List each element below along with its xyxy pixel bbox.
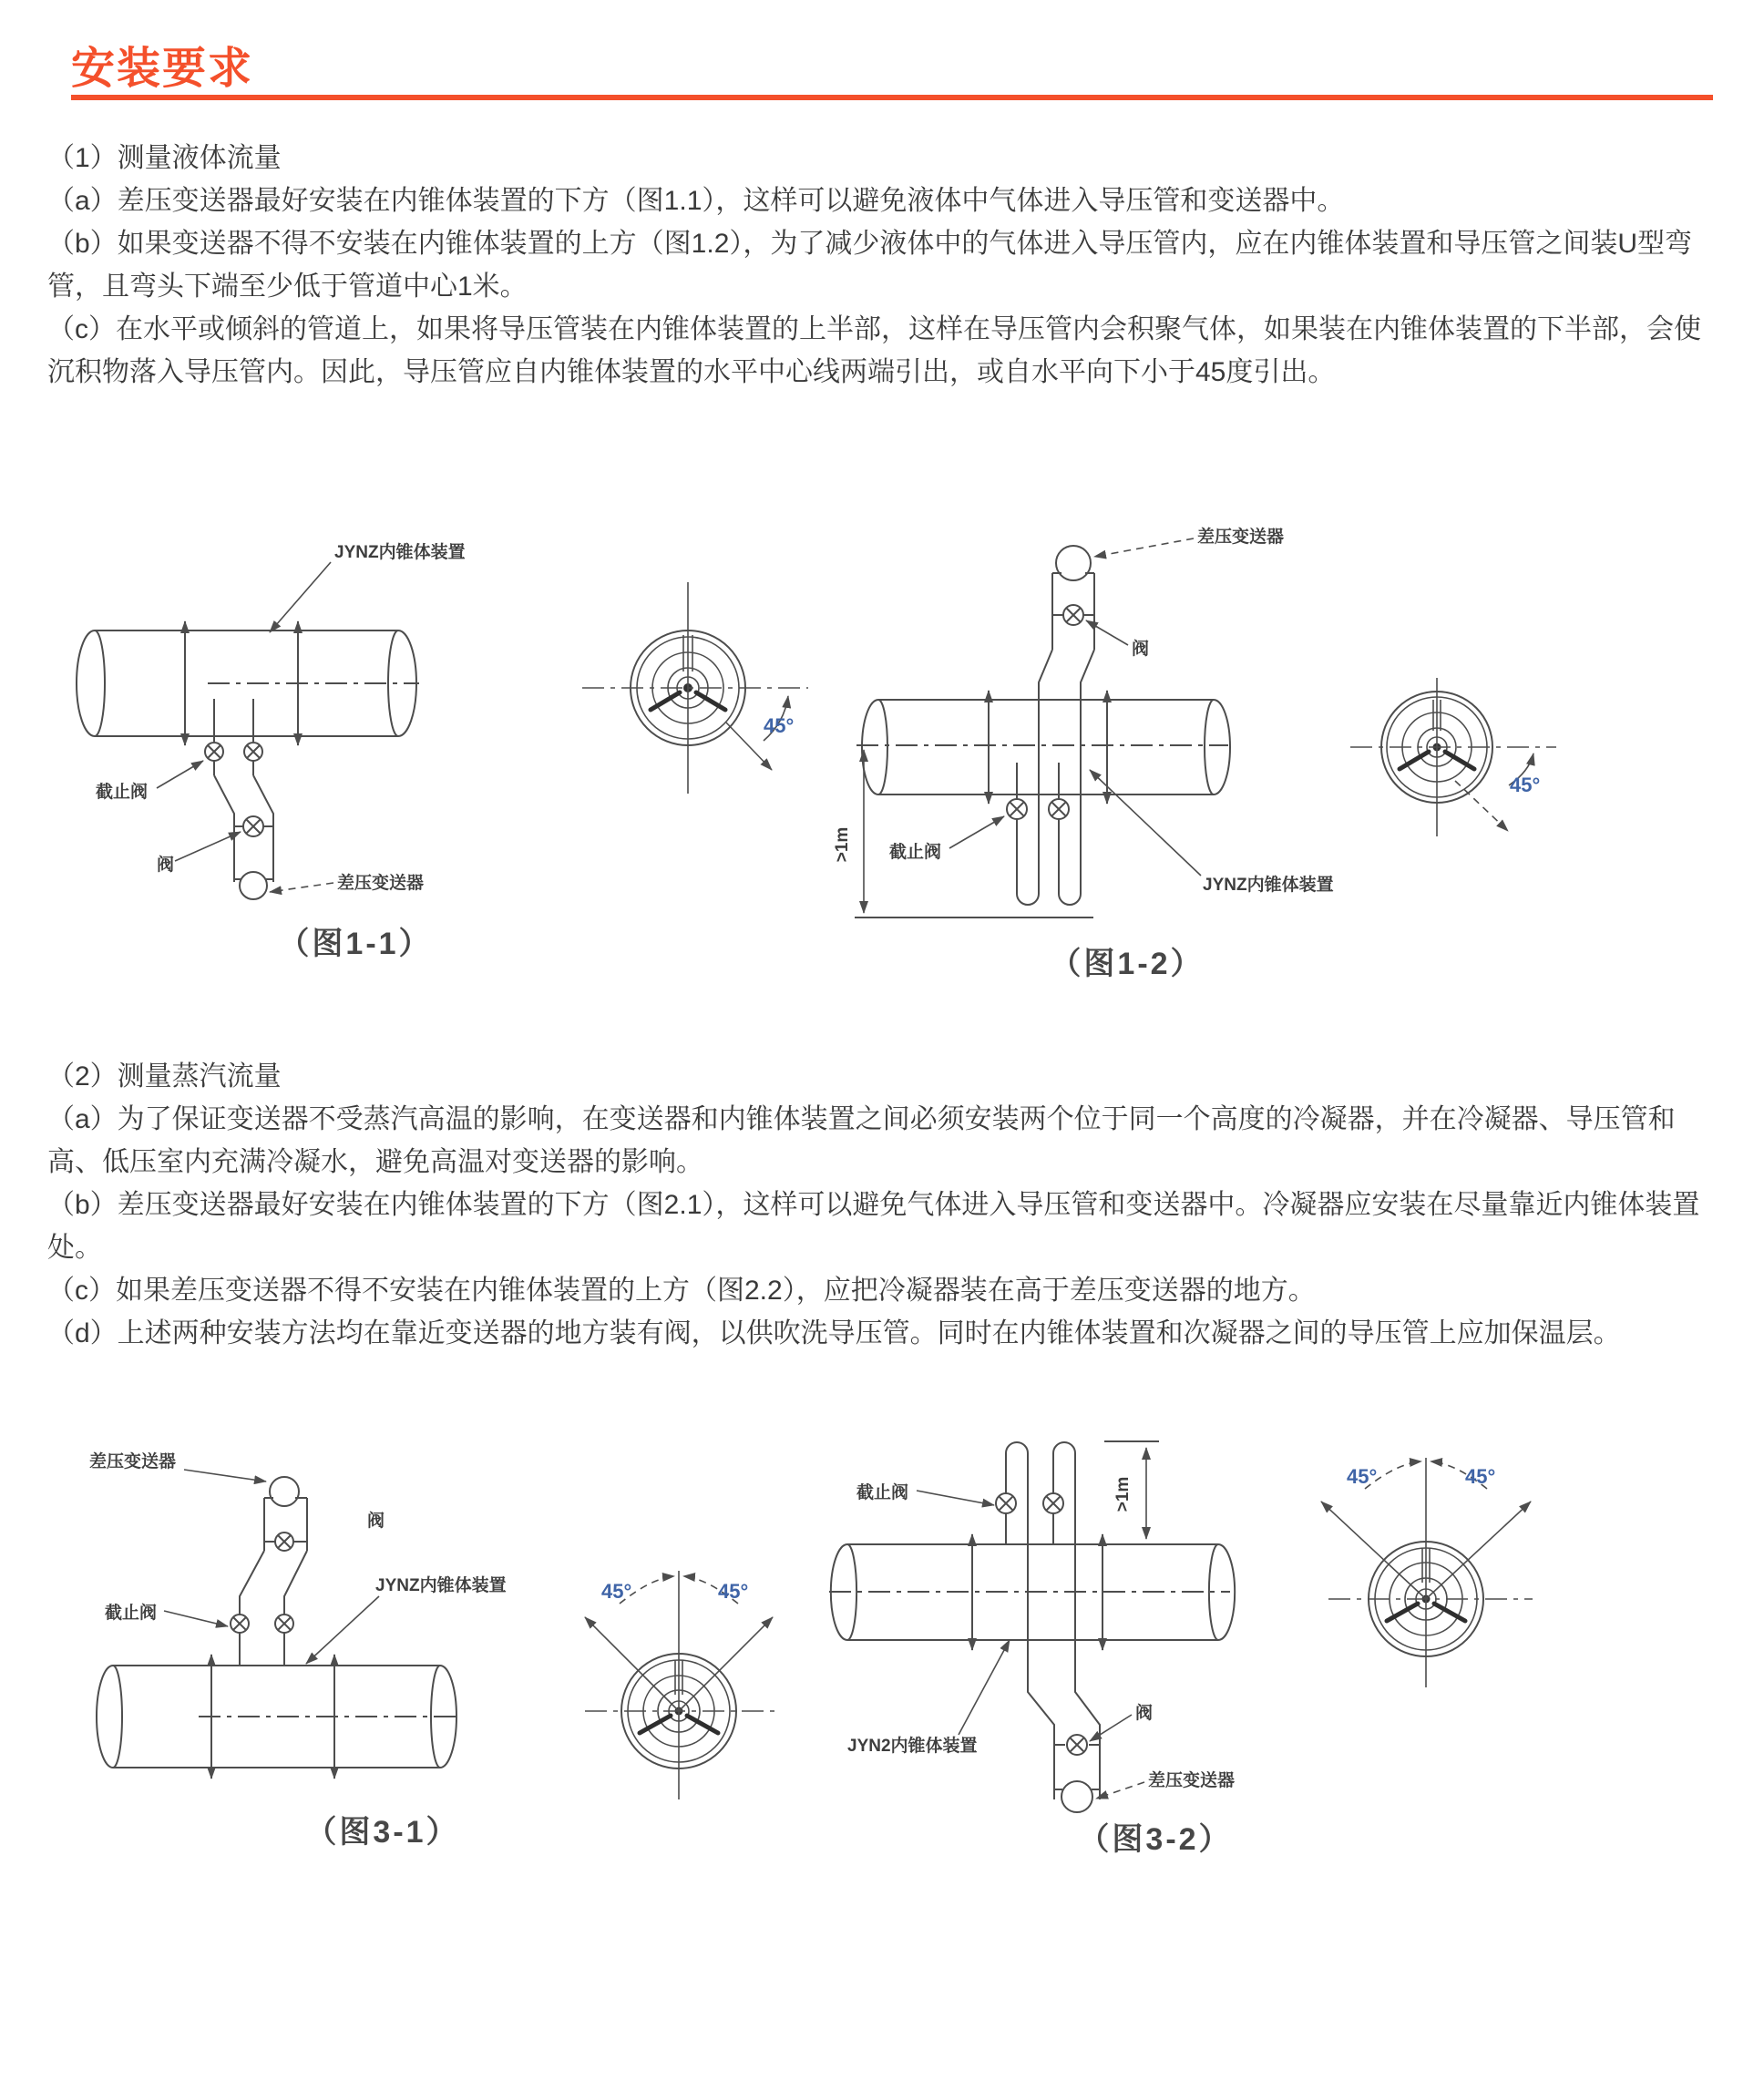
figure-3-1-diagram: [55, 1440, 583, 1868]
section-steam-flow: [47, 1055, 1720, 1355]
label-stop-valve: 截止阀: [856, 1483, 909, 1502]
stop-valve-icon: [244, 743, 262, 761]
figure-labels: [89, 1451, 507, 1664]
figure-labels: [96, 541, 466, 893]
cross-section-drawing: [1321, 1458, 1533, 1687]
pipe: [97, 1655, 461, 1779]
transmitter-assembly: [231, 1477, 307, 1666]
label-transmitter: 差压变送器: [1197, 528, 1285, 547]
figure-1-1-caption: （图1-1）: [278, 927, 433, 961]
angle-45-label: 45°: [764, 714, 795, 737]
section2-item-a: （a）为了保证变送器不受蒸汽高温的影响，在变送器和内锥体装置之间必须安装两个位于同一个高度的冷凝器，并在冷凝器、导压管和高、低压室内充满冷凝水，避免高温对变送器的影响。: [47, 1104, 1676, 1177]
label-cone-device: JYNZ内锥体装置: [334, 543, 466, 562]
section2-item-d: （d）上述两种安装方法均在靠近变送器的地方装有阀，以供吹洗导压管。同时在内锥体装置和次凝器之间的导压管上应加保温层。: [47, 1318, 1621, 1348]
section1-heading: （1）测量液体流量: [47, 143, 282, 173]
section2-item-b: （b）差压变送器最好安装在内锥体装置的下方（图2.1），这样可以避免气体进入导压管和变送器中。冷凝器应安装在尽量靠近内锥体装置处。: [47, 1190, 1700, 1263]
cross-section-drawing: [585, 1571, 776, 1799]
figure-3-2-diagram: [820, 1421, 1294, 1959]
valve-icon: [275, 1533, 293, 1551]
figure-1-2-diagram: [811, 506, 1376, 1016]
angle-45-label: 45°: [1510, 774, 1541, 796]
section2-item-c: （c）如果差压变送器不得不安装在内锥体装置的上方（图2.2），应把冷凝器装在高于差压变送器的地方。: [47, 1276, 1316, 1306]
angle-45-right-label: 45°: [1465, 1465, 1496, 1488]
stop-valve-icon: [996, 1493, 1016, 1513]
pipe-cross-section-4: [1294, 1421, 1595, 1740]
figure-3-2-caption: （图3-2）: [1078, 1822, 1233, 1857]
transmitter-icon: [1061, 1781, 1092, 1812]
label-stop-valve: 截止阀: [105, 1604, 158, 1623]
figure-labels: [889, 526, 1334, 895]
cross-section-drawing: [582, 582, 808, 794]
label-stop-valve: 截止阀: [889, 843, 942, 862]
angle-45-left-label: 45°: [601, 1580, 632, 1603]
figure-1-1-diagram: [55, 506, 647, 961]
transmitter-icon: [270, 1477, 299, 1506]
section1-item-c: （c）在水平或倾斜的管道上，如果将导压管装在内锥体装置的上半部，这样在导压管内会积聚气体，如果装在内锥体装置的下半部，会使沉积物落入导压管内。因此，导压管应自内锥体装置的水平中心线两端引出，或自水平向下小于45度引出。: [47, 314, 1701, 387]
label-cone-device: JYN2内锥体装置: [847, 1737, 978, 1756]
pipe: [829, 1534, 1235, 1650]
title-underline: [71, 95, 1713, 100]
label-valve: 阀: [1132, 640, 1150, 659]
label-valve: 阀: [367, 1512, 385, 1531]
figure-3-1-caption: （图3-1）: [305, 1815, 460, 1850]
angle-45-left-label: 45°: [1347, 1465, 1378, 1488]
stop-valve-icon: [1007, 799, 1027, 819]
section1-item-b: （b）如果变送器不得不安装在内锥体装置的上方（图1.2），为了减少液体中的气体进入导压管内，应在内锥体装置和导压管之间装U型弯管，且弯头下端至少低于管道中心1米。: [47, 229, 1693, 302]
label-transmitter: 差压变送器: [1148, 1771, 1236, 1790]
dimension: [1104, 1441, 1159, 1539]
pipe-cross-section-2: [1349, 674, 1613, 902]
transmitter-icon: [240, 872, 267, 899]
valve-icon: [243, 816, 263, 836]
label-cone-device: JYNZ内锥体装置: [375, 1576, 507, 1595]
stop-valve-icon: [231, 1615, 249, 1633]
distance-1m-label: >1m: [833, 826, 852, 863]
cross-section-drawing: [1350, 678, 1556, 836]
transmitter-icon: [1056, 546, 1091, 580]
section-liquid-flow: [47, 137, 1720, 394]
pipe-cross-section-3: [565, 1540, 829, 1804]
label-valve: 阀: [1135, 1704, 1154, 1723]
impulse-loops: [996, 1442, 1100, 1812]
valve-icon: [1063, 605, 1083, 625]
label-valve: 阀: [157, 856, 175, 875]
label-cone-device: JYNZ内锥体装置: [1203, 876, 1334, 895]
transmitter-assembly: [1007, 546, 1094, 905]
section1-item-a: （a）差压变送器最好安装在内锥体装置的下方（图1.1），这样可以避免液体中气体进入导压管和变送器中。: [47, 186, 1345, 216]
page-title: 安装要求: [71, 45, 254, 93]
stop-valve-icon: [275, 1615, 293, 1633]
distance-1m-label: >1m: [1113, 1476, 1133, 1512]
angle-45-right-label: 45°: [718, 1580, 749, 1603]
dimension: [833, 750, 1093, 917]
label-transmitter: 差压变送器: [337, 874, 425, 893]
section2-heading: （2）测量蒸汽流量: [47, 1061, 282, 1092]
stop-valve-icon: [1043, 1493, 1063, 1513]
valve-icon: [1067, 1735, 1087, 1755]
label-stop-valve: 截止阀: [96, 783, 149, 802]
stop-valve-icon: [1049, 799, 1069, 819]
stop-valve-icon: [205, 743, 223, 761]
pipe: [77, 621, 419, 745]
impulse-lines: [205, 699, 273, 899]
pipe: [856, 691, 1230, 804]
label-transmitter: 差压变送器: [89, 1452, 177, 1471]
figure-1-2-caption: （图1-2）: [1050, 947, 1205, 981]
